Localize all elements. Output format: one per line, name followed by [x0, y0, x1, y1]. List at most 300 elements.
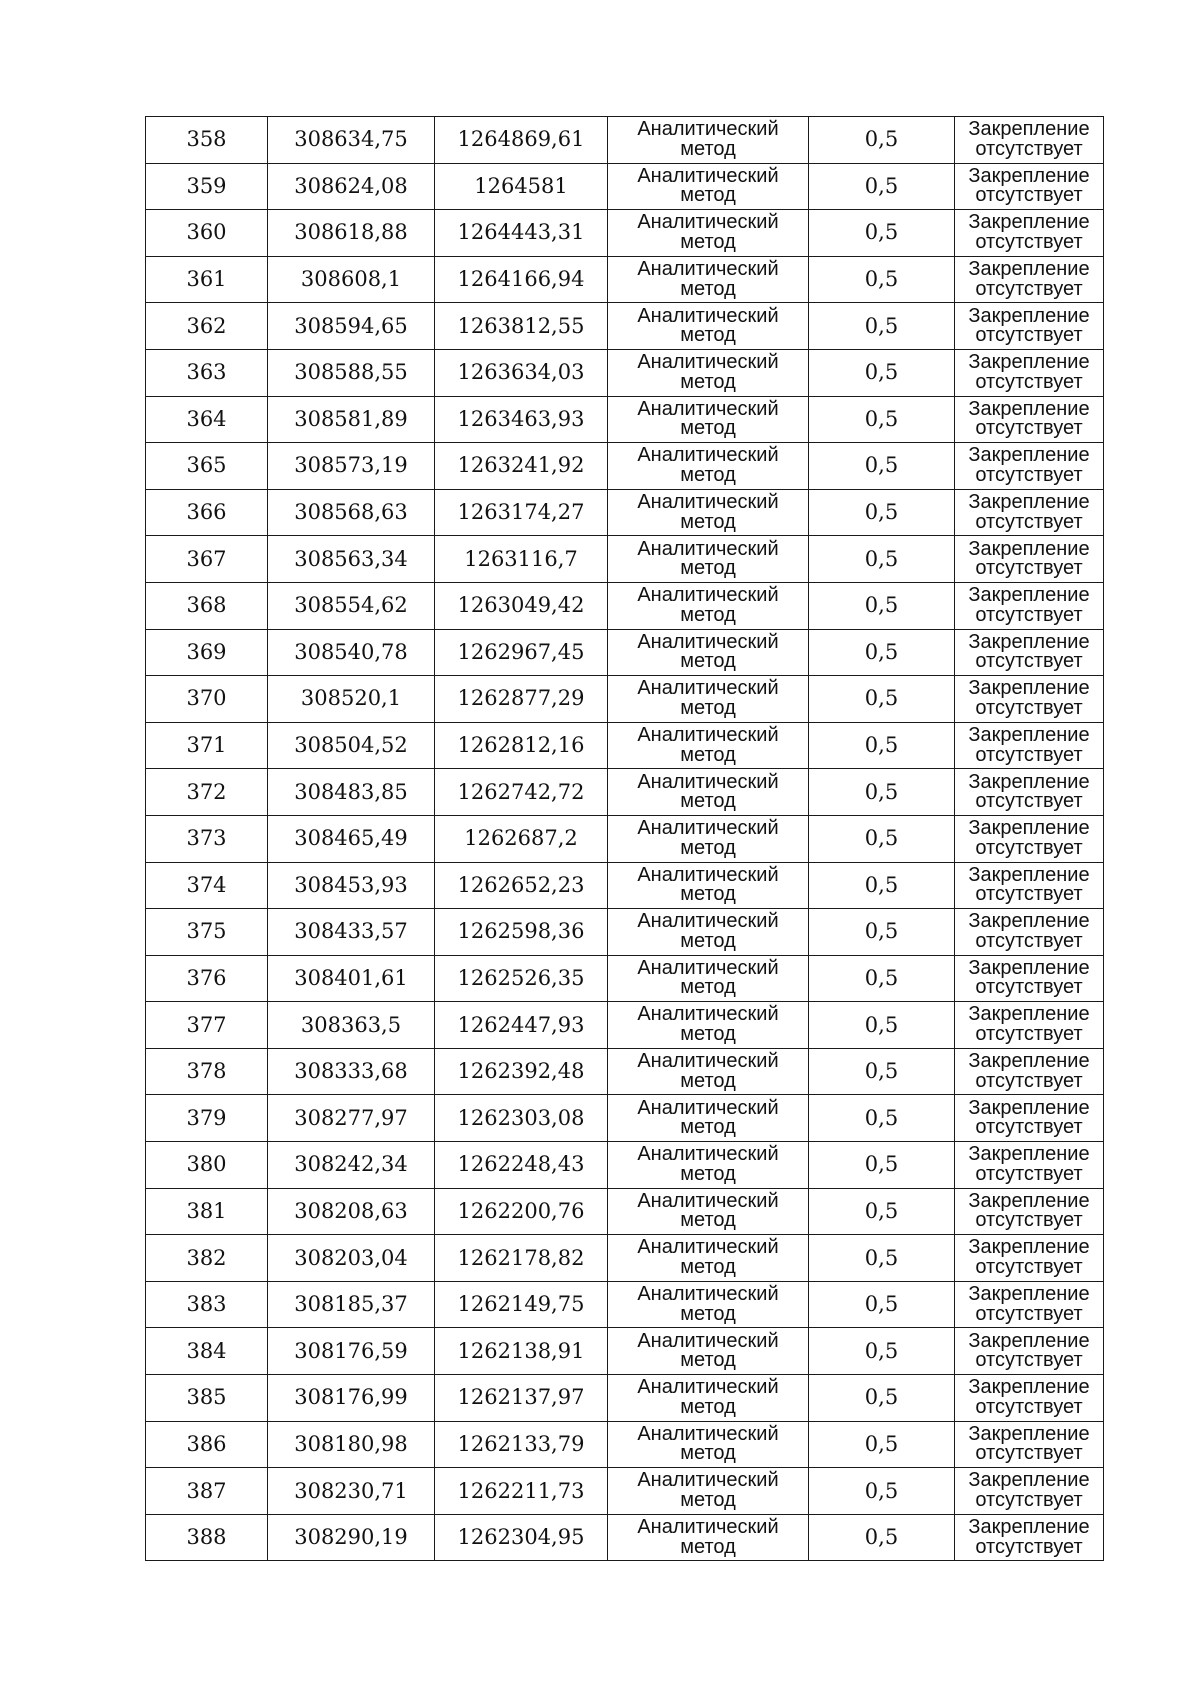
method-text: Аналитический метод — [637, 1143, 779, 1185]
y-coordinate-cell — [435, 862, 608, 909]
point-number-text: 373 — [186, 826, 227, 851]
point-number-cell — [146, 536, 268, 583]
table-row — [146, 815, 1104, 862]
fixing-description-cell — [955, 489, 1104, 536]
accuracy-text: 0,5 — [864, 779, 899, 804]
y-coordinate-text: 1263634,03 — [457, 360, 585, 385]
fixing-description-text: Закрепление отсутствует — [968, 817, 1090, 859]
accuracy-cell — [809, 629, 955, 676]
x-coordinate-text: 308588,55 — [294, 360, 408, 385]
y-coordinate-cell — [435, 1188, 608, 1235]
x-coordinate-text: 308401,61 — [294, 965, 408, 990]
accuracy-text: 0,5 — [864, 1105, 899, 1130]
table-row — [146, 862, 1104, 909]
point-number-text: 377 — [186, 1012, 227, 1037]
accuracy-cell — [809, 955, 955, 1002]
fixing-description-cell — [955, 163, 1104, 210]
point-number-cell — [146, 862, 268, 909]
fixing-description-cell — [955, 1235, 1104, 1282]
y-coordinate-text: 1262133,79 — [457, 1431, 585, 1456]
method-cell — [608, 1235, 809, 1282]
fixing-description-text: Закрепление отсутствует — [968, 164, 1090, 207]
point-number-text: 388 — [186, 1525, 227, 1550]
point-number-cell — [146, 210, 268, 257]
fixing-description-cell — [955, 1142, 1104, 1189]
fixing-description-cell — [955, 722, 1104, 769]
x-coordinate-text: 308608,1 — [300, 267, 402, 292]
y-coordinate-text: 1262812,16 — [457, 733, 585, 758]
x-coordinate-text: 308540,78 — [294, 639, 408, 664]
fixing-description-text: Закрепление отсутствует — [968, 490, 1090, 533]
y-coordinate-cell — [435, 1235, 608, 1282]
method-cell — [608, 163, 809, 210]
y-coordinate-cell — [435, 1514, 608, 1561]
point-number-cell — [146, 1095, 268, 1142]
table-row — [146, 1281, 1104, 1328]
y-coordinate-cell — [435, 582, 608, 629]
method-text: Аналитический метод — [637, 118, 779, 160]
point-number-text: 375 — [186, 919, 227, 944]
y-coordinate-text: 1262200,76 — [457, 1198, 585, 1223]
y-coordinate-text: 1262248,43 — [457, 1152, 585, 1177]
point-number-text: 367 — [186, 546, 227, 571]
method-text: Аналитический метод — [637, 211, 779, 253]
point-number-cell — [146, 303, 268, 350]
point-number-text: 358 — [186, 127, 227, 152]
method-cell — [608, 1188, 809, 1235]
point-number-text: 362 — [186, 313, 227, 338]
y-coordinate-text: 1262526,35 — [457, 965, 585, 990]
accuracy-text: 0,5 — [864, 1338, 899, 1363]
y-coordinate-text: 1263812,55 — [457, 313, 585, 338]
y-coordinate-cell — [435, 1328, 608, 1375]
accuracy-cell — [809, 117, 955, 164]
point-number-text: 371 — [186, 733, 227, 758]
accuracy-text: 0,5 — [864, 173, 899, 198]
fixing-description-cell — [955, 1375, 1104, 1422]
y-coordinate-text: 1262178,82 — [457, 1245, 585, 1270]
fixing-description-cell — [955, 676, 1104, 723]
x-coordinate-text: 308520,1 — [300, 686, 402, 711]
point-number-cell — [146, 1375, 268, 1422]
fixing-description-cell — [955, 769, 1104, 816]
x-coordinate-text: 308230,71 — [294, 1478, 408, 1503]
table-row — [146, 443, 1104, 490]
y-coordinate-cell — [435, 536, 608, 583]
method-text: Аналитический метод — [637, 1422, 779, 1465]
fixing-description-cell — [955, 909, 1104, 956]
point-number-cell — [146, 1235, 268, 1282]
point-number-text: 384 — [186, 1338, 227, 1363]
method-text: Аналитический метод — [637, 630, 779, 673]
table-row — [146, 582, 1104, 629]
accuracy-text: 0,5 — [864, 127, 899, 152]
fixing-description-text: Закрепление отсутствует — [968, 584, 1090, 626]
table-row — [146, 117, 1104, 164]
table-row — [146, 1142, 1104, 1189]
method-cell — [608, 1095, 809, 1142]
point-number-cell — [146, 1514, 268, 1561]
fixing-description-text: Закрепление отсутствует — [968, 1283, 1090, 1325]
table-row — [146, 536, 1104, 583]
method-text: Аналитический метод — [637, 1376, 779, 1418]
method-text: Аналитический метод — [637, 1096, 779, 1139]
point-number-cell — [146, 1142, 268, 1189]
method-text: Аналитический метод — [637, 1516, 779, 1558]
method-cell — [608, 722, 809, 769]
x-coordinate-text: 308504,52 — [294, 733, 408, 758]
x-coordinate-text: 308185,37 — [294, 1292, 408, 1317]
method-text: Аналитический метод — [637, 1469, 779, 1512]
table-row — [146, 769, 1104, 816]
x-coordinate-cell — [268, 1188, 435, 1235]
point-number-text: 382 — [186, 1245, 227, 1270]
method-cell — [608, 1281, 809, 1328]
fixing-description-text: Закрепление отсутствует — [968, 1096, 1090, 1139]
y-coordinate-cell — [435, 1375, 608, 1422]
accuracy-cell — [809, 1095, 955, 1142]
point-number-text: 364 — [186, 406, 227, 431]
method-text: Аналитический метод — [637, 1283, 779, 1325]
x-coordinate-text: 308433,57 — [294, 919, 408, 944]
x-coordinate-text: 308277,97 — [294, 1105, 408, 1130]
y-coordinate-text: 1262211,73 — [457, 1478, 585, 1503]
fixing-description-cell — [955, 256, 1104, 303]
table-row — [146, 909, 1104, 956]
method-text: Аналитический метод — [637, 910, 779, 952]
fixing-description-cell — [955, 210, 1104, 257]
y-coordinate-text: 1262138,91 — [457, 1338, 585, 1363]
accuracy-cell — [809, 396, 955, 443]
point-number-text: 366 — [186, 500, 227, 525]
x-coordinate-cell — [268, 1002, 435, 1049]
accuracy-text: 0,5 — [864, 733, 899, 758]
x-coordinate-cell — [268, 1328, 435, 1375]
method-text: Аналитический метод — [637, 164, 779, 207]
point-number-cell — [146, 722, 268, 769]
method-cell — [608, 349, 809, 396]
y-coordinate-text: 1262877,29 — [457, 686, 585, 711]
x-coordinate-cell — [268, 1421, 435, 1468]
accuracy-cell — [809, 722, 955, 769]
y-coordinate-cell — [435, 722, 608, 769]
accuracy-cell — [809, 1281, 955, 1328]
x-coordinate-text: 308208,63 — [294, 1198, 408, 1223]
x-coordinate-cell — [268, 955, 435, 1002]
point-number-text: 374 — [186, 872, 227, 897]
fixing-description-cell — [955, 1281, 1104, 1328]
table-row — [146, 1002, 1104, 1049]
y-coordinate-text: 1262447,93 — [457, 1012, 585, 1037]
x-coordinate-text: 308594,65 — [294, 313, 408, 338]
accuracy-text: 0,5 — [864, 546, 899, 571]
table-row — [146, 955, 1104, 1002]
table-row — [146, 1048, 1104, 1095]
x-coordinate-text: 308618,88 — [294, 220, 408, 245]
accuracy-cell — [809, 1514, 955, 1561]
fixing-description-text: Закрепление отсутствует — [968, 677, 1090, 719]
y-coordinate-text: 1262967,45 — [457, 639, 585, 664]
y-coordinate-text: 1263174,27 — [457, 500, 585, 525]
point-number-cell — [146, 769, 268, 816]
fixing-description-text: Закрепление отсутствует — [968, 1050, 1090, 1092]
accuracy-cell — [809, 536, 955, 583]
accuracy-text: 0,5 — [864, 872, 899, 897]
point-number-text: 360 — [186, 220, 227, 245]
y-coordinate-cell — [435, 489, 608, 536]
fixing-description-cell — [955, 1468, 1104, 1515]
accuracy-cell — [809, 349, 955, 396]
accuracy-cell — [809, 1002, 955, 1049]
point-number-cell — [146, 1002, 268, 1049]
x-coordinate-cell — [268, 1142, 435, 1189]
method-text: Аналитический метод — [637, 1003, 779, 1046]
table-row — [146, 349, 1104, 396]
accuracy-text: 0,5 — [864, 1385, 899, 1410]
x-coordinate-text: 308465,49 — [294, 826, 408, 851]
point-number-text: 379 — [186, 1105, 227, 1130]
accuracy-text: 0,5 — [864, 360, 899, 385]
point-number-text: 365 — [186, 453, 227, 478]
accuracy-text: 0,5 — [864, 267, 899, 292]
x-coordinate-cell — [268, 629, 435, 676]
point-number-cell — [146, 815, 268, 862]
accuracy-text: 0,5 — [864, 826, 899, 851]
method-text: Аналитический метод — [637, 257, 779, 300]
y-coordinate-cell — [435, 396, 608, 443]
method-cell — [608, 396, 809, 443]
method-cell — [608, 629, 809, 676]
y-coordinate-text: 1263116,7 — [464, 546, 578, 571]
fixing-description-cell — [955, 117, 1104, 164]
fixing-description-text: Закрепление отсутствует — [968, 211, 1090, 253]
fixing-description-cell — [955, 303, 1104, 350]
point-number-cell — [146, 117, 268, 164]
point-number-text: 383 — [186, 1292, 227, 1317]
fixing-description-cell — [955, 955, 1104, 1002]
x-coordinate-cell — [268, 815, 435, 862]
table-row — [146, 1375, 1104, 1422]
point-number-text: 369 — [186, 639, 227, 664]
point-number-text: 381 — [186, 1198, 227, 1223]
fixing-description-text: Закрепление отсутствует — [968, 537, 1090, 580]
x-coordinate-cell — [268, 489, 435, 536]
fixing-description-cell — [955, 349, 1104, 396]
fixing-description-cell — [955, 1421, 1104, 1468]
x-coordinate-cell — [268, 909, 435, 956]
accuracy-cell — [809, 256, 955, 303]
table-row — [146, 1095, 1104, 1142]
accuracy-text: 0,5 — [864, 639, 899, 664]
accuracy-text: 0,5 — [864, 453, 899, 478]
y-coordinate-text: 1263049,42 — [457, 593, 585, 618]
point-number-text: 385 — [186, 1385, 227, 1410]
point-number-cell — [146, 1421, 268, 1468]
method-cell — [608, 1375, 809, 1422]
point-number-cell — [146, 163, 268, 210]
method-cell — [608, 1142, 809, 1189]
method-cell — [608, 676, 809, 723]
table-row — [146, 396, 1104, 443]
table-row — [146, 1514, 1104, 1561]
point-number-text: 359 — [186, 173, 227, 198]
x-coordinate-cell — [268, 1375, 435, 1422]
method-cell — [608, 489, 809, 536]
method-text: Аналитический метод — [637, 1050, 779, 1092]
accuracy-cell — [809, 1188, 955, 1235]
method-cell — [608, 117, 809, 164]
fixing-description-cell — [955, 1095, 1104, 1142]
fixing-description-text: Закрепление отсутствует — [968, 723, 1090, 766]
y-coordinate-text: 1263241,92 — [457, 453, 585, 478]
accuracy-text: 0,5 — [864, 1012, 899, 1037]
x-coordinate-cell — [268, 722, 435, 769]
y-coordinate-cell — [435, 303, 608, 350]
accuracy-cell — [809, 210, 955, 257]
table-row — [146, 722, 1104, 769]
accuracy-cell — [809, 489, 955, 536]
x-coordinate-text: 308176,99 — [294, 1385, 408, 1410]
x-coordinate-text: 308624,08 — [294, 173, 408, 198]
accuracy-text: 0,5 — [864, 919, 899, 944]
x-coordinate-cell — [268, 769, 435, 816]
y-coordinate-text: 1262149,75 — [457, 1292, 585, 1317]
table-row — [146, 1468, 1104, 1515]
y-coordinate-cell — [435, 909, 608, 956]
x-coordinate-cell — [268, 1468, 435, 1515]
point-number-text: 361 — [186, 267, 227, 292]
point-number-cell — [146, 396, 268, 443]
fixing-description-text: Закрепление отсутствует — [968, 863, 1090, 906]
y-coordinate-text: 1262652,23 — [457, 872, 585, 897]
accuracy-cell — [809, 582, 955, 629]
fixing-description-text: Закрепление отсутствует — [968, 630, 1090, 673]
fixing-description-text: Закрепление отсутствует — [968, 770, 1090, 813]
accuracy-text: 0,5 — [864, 686, 899, 711]
accuracy-cell — [809, 1468, 955, 1515]
point-number-cell — [146, 256, 268, 303]
point-number-text: 363 — [186, 360, 227, 385]
y-coordinate-cell — [435, 210, 608, 257]
point-number-cell — [146, 489, 268, 536]
method-cell — [608, 210, 809, 257]
method-cell — [608, 303, 809, 350]
y-coordinate-text: 1264869,61 — [457, 127, 585, 152]
y-coordinate-text: 1262303,08 — [457, 1105, 585, 1130]
fixing-description-cell — [955, 1328, 1104, 1375]
accuracy-text: 0,5 — [864, 1059, 899, 1084]
y-coordinate-cell — [435, 629, 608, 676]
x-coordinate-cell — [268, 1048, 435, 1095]
fixing-description-text: Закрепление отсутствует — [968, 1003, 1090, 1046]
fixing-description-text: Закрепление отсутствует — [968, 397, 1090, 440]
y-coordinate-text: 1264581 — [474, 173, 568, 198]
point-number-cell — [146, 582, 268, 629]
accuracy-cell — [809, 1421, 955, 1468]
accuracy-text: 0,5 — [864, 965, 899, 990]
fixing-description-cell — [955, 396, 1104, 443]
x-coordinate-cell — [268, 1281, 435, 1328]
fixing-description-cell — [955, 1188, 1104, 1235]
table-row — [146, 210, 1104, 257]
fixing-description-cell — [955, 443, 1104, 490]
method-cell — [608, 769, 809, 816]
method-cell — [608, 862, 809, 909]
accuracy-text: 0,5 — [864, 313, 899, 338]
fixing-description-text: Закрепление отсутствует — [968, 1376, 1090, 1418]
y-coordinate-cell — [435, 1468, 608, 1515]
method-cell — [608, 443, 809, 490]
method-cell — [608, 1514, 809, 1561]
x-coordinate-cell — [268, 1235, 435, 1282]
fixing-description-text: Закрепление отсутствует — [968, 118, 1090, 160]
fixing-description-text: Закрепление отсутствует — [968, 1143, 1090, 1185]
point-number-text: 380 — [186, 1152, 227, 1177]
method-text: Аналитический метод — [637, 1189, 779, 1232]
fixing-description-text: Закрепление отсутствует — [968, 351, 1090, 393]
fixing-description-cell — [955, 862, 1104, 909]
method-text: Аналитический метод — [637, 304, 779, 347]
y-coordinate-text: 1264166,94 — [457, 267, 585, 292]
fixing-description-text: Закрепление отсутствует — [968, 257, 1090, 300]
method-text: Аналитический метод — [637, 770, 779, 813]
x-coordinate-text: 308634,75 — [294, 127, 408, 152]
accuracy-cell — [809, 163, 955, 210]
x-coordinate-text: 308581,89 — [294, 406, 408, 431]
y-coordinate-cell — [435, 256, 608, 303]
method-cell — [608, 1328, 809, 1375]
accuracy-text: 0,5 — [864, 1478, 899, 1503]
point-number-cell — [146, 1281, 268, 1328]
y-coordinate-cell — [435, 443, 608, 490]
x-coordinate-cell — [268, 582, 435, 629]
table-row — [146, 1421, 1104, 1468]
y-coordinate-cell — [435, 117, 608, 164]
fixing-description-text: Закрепление отсутствует — [968, 910, 1090, 952]
accuracy-text: 0,5 — [864, 1525, 899, 1550]
point-number-cell — [146, 676, 268, 723]
x-coordinate-text: 308242,34 — [294, 1152, 408, 1177]
accuracy-cell — [809, 909, 955, 956]
accuracy-text: 0,5 — [864, 1292, 899, 1317]
y-coordinate-cell — [435, 1002, 608, 1049]
method-cell — [608, 1002, 809, 1049]
table-body — [146, 117, 1104, 1561]
method-cell — [608, 582, 809, 629]
method-cell — [608, 1048, 809, 1095]
x-coordinate-text: 308554,62 — [294, 593, 408, 618]
accuracy-cell — [809, 443, 955, 490]
accuracy-cell — [809, 1328, 955, 1375]
fixing-description-cell — [955, 582, 1104, 629]
table-row — [146, 1235, 1104, 1282]
x-coordinate-text: 308176,59 — [294, 1338, 408, 1363]
accuracy-text: 0,5 — [864, 1431, 899, 1456]
accuracy-cell — [809, 815, 955, 862]
accuracy-text: 0,5 — [864, 406, 899, 431]
x-coordinate-text: 308180,98 — [294, 1431, 408, 1456]
accuracy-cell — [809, 1142, 955, 1189]
x-coordinate-text: 308573,19 — [294, 453, 408, 478]
accuracy-cell — [809, 1048, 955, 1095]
x-coordinate-text: 308333,68 — [294, 1059, 408, 1084]
x-coordinate-cell — [268, 536, 435, 583]
method-text: Аналитический метод — [637, 677, 779, 719]
y-coordinate-text: 1262392,48 — [457, 1059, 585, 1084]
x-coordinate-cell — [268, 676, 435, 723]
fixing-description-text: Закрепление отсутствует — [968, 1422, 1090, 1465]
x-coordinate-text: 308568,63 — [294, 500, 408, 525]
